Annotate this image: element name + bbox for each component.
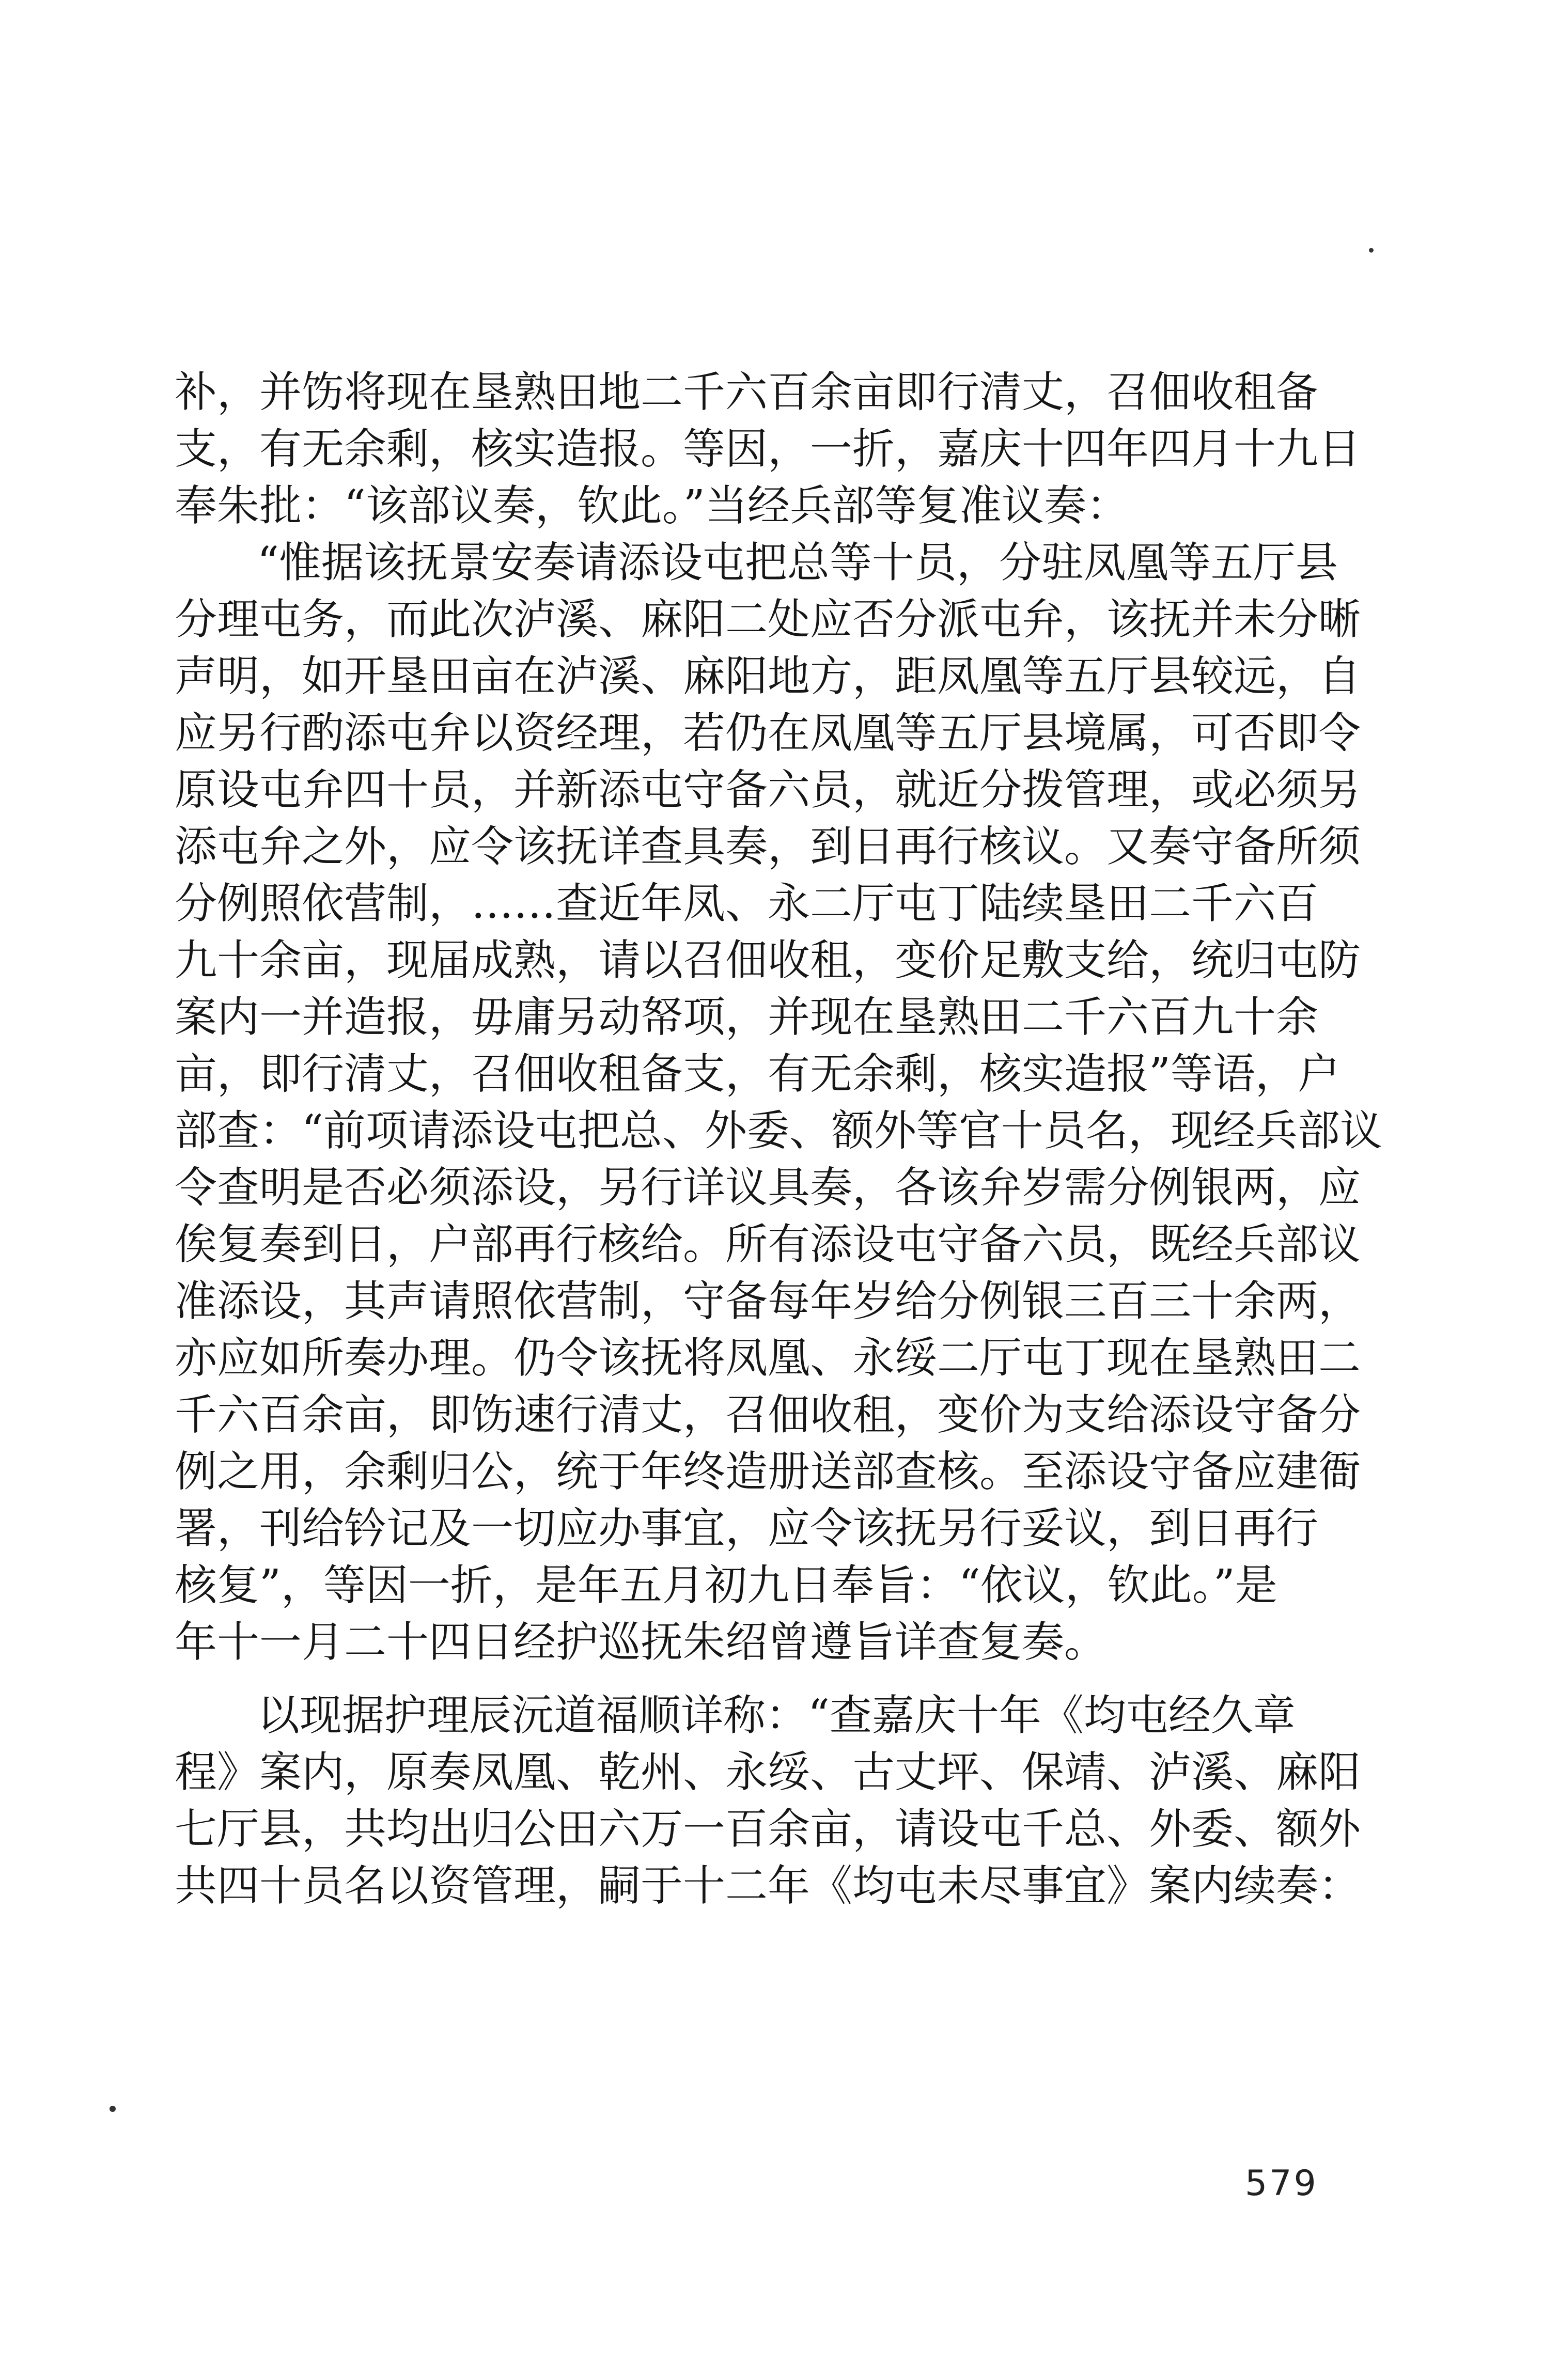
text-line: 亩，即行清丈，召佃收租备支，有无余剩，核实造报”等语，户: [175, 1050, 1340, 1099]
text-line: 年十一月二十四日经护巡抚朱绍曾遵旨详查复奏。: [175, 1618, 1107, 1667]
text-line: 添屯弁之外，应令该抚详查具奏，到日再行核议。又奏守备所须: [175, 822, 1361, 871]
text-line: 七厅县，共均出归公田六万一百余亩，请设屯千总、外委、额外: [175, 1805, 1361, 1854]
text-line: 程》案内，原奏凤凰、乾州、永绥、古丈坪、保靖、泸溪、麻阳: [175, 1748, 1361, 1797]
text-line: 分理屯务，而此次泸溪、麻阳二处应否分派屯弁，该抚并未分晰: [175, 595, 1361, 644]
body-text: [175, 364, 1400, 1915]
text-line: 千六百余亩，即饬速行清丈，召佃收租，变价为支给添设守备分: [175, 1390, 1361, 1439]
text-line: 例之用，余剩归公，统于年终造册送部查核。至添设守备应建衙: [175, 1447, 1361, 1496]
text-line: 核复”，等因一折，是年五月初九日奉旨：“依议，钦此。”是: [175, 1561, 1277, 1610]
text-line: 九十余亩，现届成熟，请以召佃收租，变价足敷支给，统归屯防: [175, 936, 1361, 985]
text-line: “惟据该抚景安奏请添设屯把总等十员，分驻凤凰等五厅县: [257, 538, 1338, 587]
text-line: 应另行酌添屯弁以资经理，若仍在凤凰等五厅县境属，可否即令: [175, 709, 1361, 758]
scan-speck: [1369, 248, 1374, 253]
text-line: 亦应如所奏办理。仍令该抚将凤凰、永绥二厅屯丁现在垦熟田二: [175, 1334, 1361, 1383]
paragraph-3: [175, 1687, 1400, 1915]
paragraph-1: [175, 364, 1400, 535]
text-line: 分例照依营制，……查近年凤、永二厅屯丁陆续垦田二千六百: [175, 879, 1319, 928]
scan-speck: [110, 2106, 116, 2112]
text-line: 支，有无余剩，核实造报。等因，一折，嘉庆十四年四月十九日: [175, 425, 1361, 474]
text-line: 奉朱批：“该部议奏，钦此。”当经兵部等复准议奏：: [175, 481, 1129, 530]
text-line: 声明，如开垦田亩在泸溪、麻阳地方，距凤凰等五厅县较远，自: [175, 652, 1361, 701]
page-number: 579: [1245, 2163, 1318, 2204]
text-line: 署，刊给钤记及一切应办事宜，应令该抚另行妥议，到日再行: [175, 1504, 1319, 1553]
text-line: 案内一并造报，毋庸另动帑项，并现在垦熟田二千六百九十余: [175, 993, 1319, 1042]
text-line: 共四十员名以资管理，嗣于十二年《均屯未尽事宜》案内续奏：: [175, 1861, 1361, 1911]
text-line: 准添设，其声请照依营制，守备每年岁给分例银三百三十余两，: [175, 1277, 1361, 1326]
text-line: 补，并饬将现在垦熟田地二千六百余亩即行清丈，召佃收租备: [175, 368, 1319, 417]
text-line: 原设屯弁四十员，并新添屯守备六员，就近分拨管理，或必须另: [175, 765, 1361, 815]
paragraph-2: [175, 535, 1400, 1671]
text-line: 部查：“前项请添设屯把总、外委、额外等官十员名，现经兵部议: [175, 1106, 1382, 1155]
text-line: 俟复奏到日，户部再行核给。所有添设屯守备六员，既经兵部议: [175, 1220, 1361, 1269]
text-line: 以现据护理辰沅道福顺详称：“查嘉庆十年《均屯经久章: [257, 1691, 1296, 1740]
text-line: 令查明是否必须添设，另行详议具奏，各该弁岁需分例银两，应: [175, 1163, 1361, 1212]
